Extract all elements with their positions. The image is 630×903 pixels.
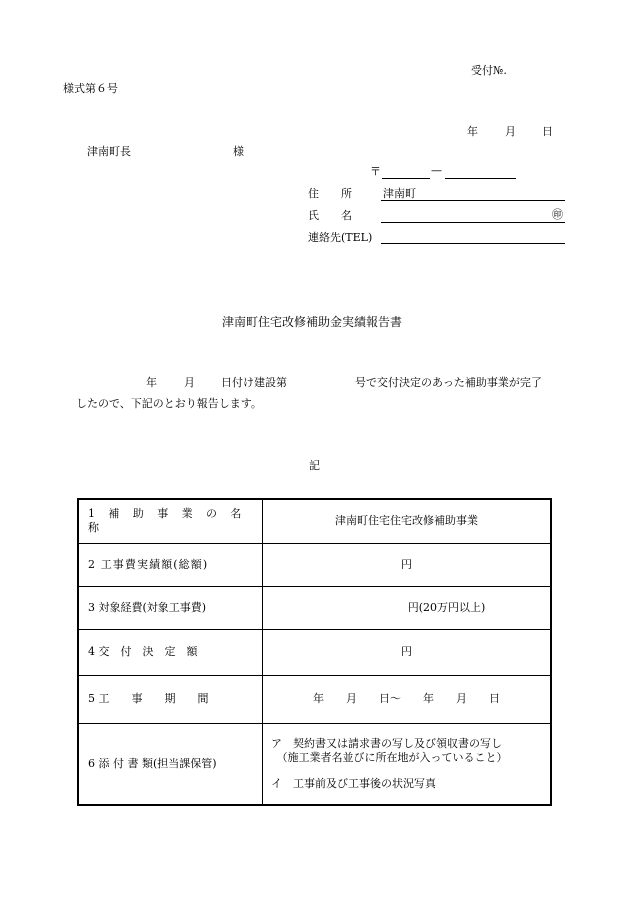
row-value-grant-amount[interactable]: 円 xyxy=(263,629,552,675)
address-value: 津南町 xyxy=(383,187,416,200)
postal-code-first-field[interactable] xyxy=(382,178,430,179)
postal-dash: — xyxy=(431,164,442,177)
row-value-attachments xyxy=(263,723,552,805)
report-table xyxy=(77,498,552,806)
row-value-project-name: 津南町住宅住宅改修補助事業 xyxy=(263,499,552,543)
table-row xyxy=(78,543,551,586)
body-year-label: 年 xyxy=(146,376,157,389)
date-day-label: 日 xyxy=(542,125,553,138)
row-label-attachments: 6 添 付 書 類(担当課保管) xyxy=(78,723,263,805)
date-year-label: 年 xyxy=(467,125,478,138)
row-value-construction-period[interactable]: 年 月 日～ 年 月 日 xyxy=(263,675,552,723)
address-field[interactable] xyxy=(381,200,565,201)
attachment-item-b: イ 工事前及び工事後の状況写真 xyxy=(271,776,436,790)
row-label-grant-amount: 4 交 付 決 定 額 xyxy=(78,629,263,675)
name-field[interactable] xyxy=(381,222,565,223)
addressee-honorific: 様 xyxy=(233,145,244,158)
body-reference-prefix: 日付け建設第 xyxy=(221,376,287,389)
table-row xyxy=(78,629,551,675)
table-row xyxy=(78,499,551,543)
table-row xyxy=(78,586,551,629)
row-label-eligible-cost: 3 対象経費(対象工事費) xyxy=(78,586,263,629)
attachment-item-a-note: （施工業者名並びに所在地が入っていること） xyxy=(271,750,508,764)
contact-label: 連絡先(TEL) xyxy=(308,231,373,244)
address-label: 住 所 xyxy=(308,187,352,200)
postal-mark: 〒 xyxy=(370,165,381,178)
addressee-name: 津南町長 xyxy=(87,145,131,158)
table-row xyxy=(78,723,551,805)
table-row xyxy=(78,675,551,723)
date-month-label: 月 xyxy=(505,125,516,138)
form-number: 様式第６号 xyxy=(63,82,118,95)
postal-code-second-field[interactable] xyxy=(445,178,516,179)
row-label-construction-period: 5 工 事 期 間 xyxy=(78,675,263,723)
ki-heading: 記 xyxy=(309,459,320,472)
row-label-project-name: 1 補 助 事 業 の 名 称 xyxy=(78,499,263,543)
name-label: 氏 名 xyxy=(308,209,352,222)
document-title: 津南町住宅改修補助金実績報告書 xyxy=(222,315,403,329)
reception-number-label: 受付№. xyxy=(471,64,507,77)
body-line2: したので、下記のとおり報告します。 xyxy=(76,397,262,410)
row-label-actual-cost: 2 工事費実績額(総額) xyxy=(78,543,263,586)
seal-mark: ㊞ xyxy=(552,208,563,221)
attachment-item-a: ア 契約書又は請求書の写し及び領収書の写し xyxy=(271,736,502,750)
row-value-actual-cost[interactable]: 円 xyxy=(263,543,552,586)
contact-field[interactable] xyxy=(381,243,565,244)
body-month-label: 月 xyxy=(184,376,195,389)
body-line1-tail: 号で交付決定のあった補助事業が完了 xyxy=(355,376,542,389)
row-value-eligible-cost[interactable]: 円(20万円以上) xyxy=(263,586,552,629)
